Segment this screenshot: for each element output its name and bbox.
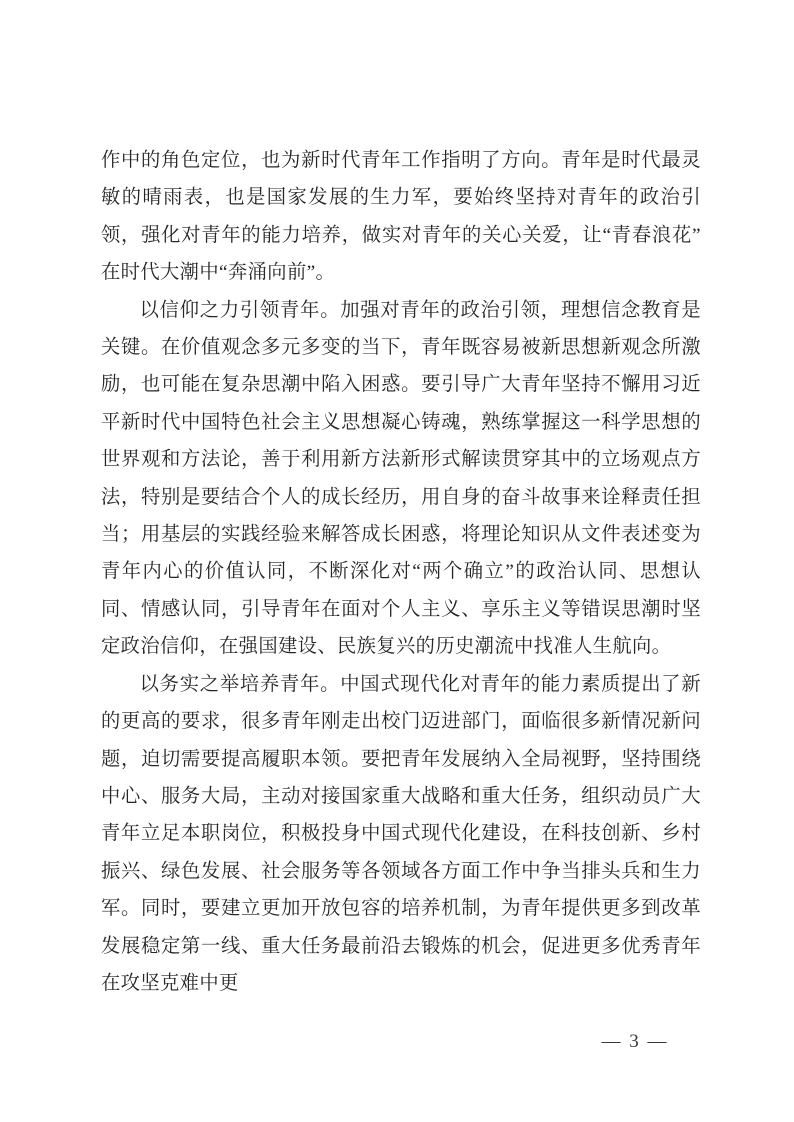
paragraph-continuation: 作中的角色定位，也为新时代青年工作指明了方向。青年是时代最灵敏的晴雨表，也是国家发展的生力军，要始终坚持对青年的政治引领，强化对青年的能力培养，做实对青年的关心关爱，让“青春浪花”在时代大潮中“奔涌向前”。	[101, 150, 701, 284]
document-body	[101, 142, 701, 1002]
paragraph-cultivate-youth-pragmatically: 以务实之举培养青年。中国式现代化对青年的能力素质提出了新的更高的要求，很多青年刚走出校门迈进部门，面临很多新情况新问题，迫切需要提高履职本领。要把青年发展纳入全局视野，坚持围绕中心、服务大局，主动对接国家重大战略和重大任务，组织动员广大青年立足本职岗位，积极投身中国式现代化建设，在科技创新、乡村振兴、绿色发展、社会服务等各领域各方面工作中争当排头兵和生力军。同时，要建立更加开放包容的培养机制，为青年提供更多到改革发展稳定第一线、重大任务最前沿去锻炼的机会，促进更多优秀青年在攻坚克难中更	[101, 673, 701, 994]
page-number: — 3 —	[601, 1031, 669, 1052]
paragraph-lead-youth-by-faith: 以信仰之力引领青年。加强对青年的政治引领，理想信念教育是关键。在价值观念多元多变的当下，青年既容易被新思想新观念所激励，也可能在复杂思潮中陷入困惑。要引导广大青年坚持不懈用习近平新时代中国特色社会主义思想凝心铸魂，熟练掌握这一科学思想的世界观和方法论，善于利用新方法新形式解读贯穿其中的立场观点方法，特别是要结合个人的成长经历，用自身的奋斗故事来诠释责任担当；用基层的实践经验来解答成长困惑，将理论知识从文件表述变为青年内心的价值认同，不断深化对“两个确立”的政治认同、思想认同、情感认同，引导青年在面对个人主义、享乐主义等错误思潮时坚定政治信仰，在强国建设、民族复兴的历史潮流中找准人生航向。	[101, 299, 701, 658]
